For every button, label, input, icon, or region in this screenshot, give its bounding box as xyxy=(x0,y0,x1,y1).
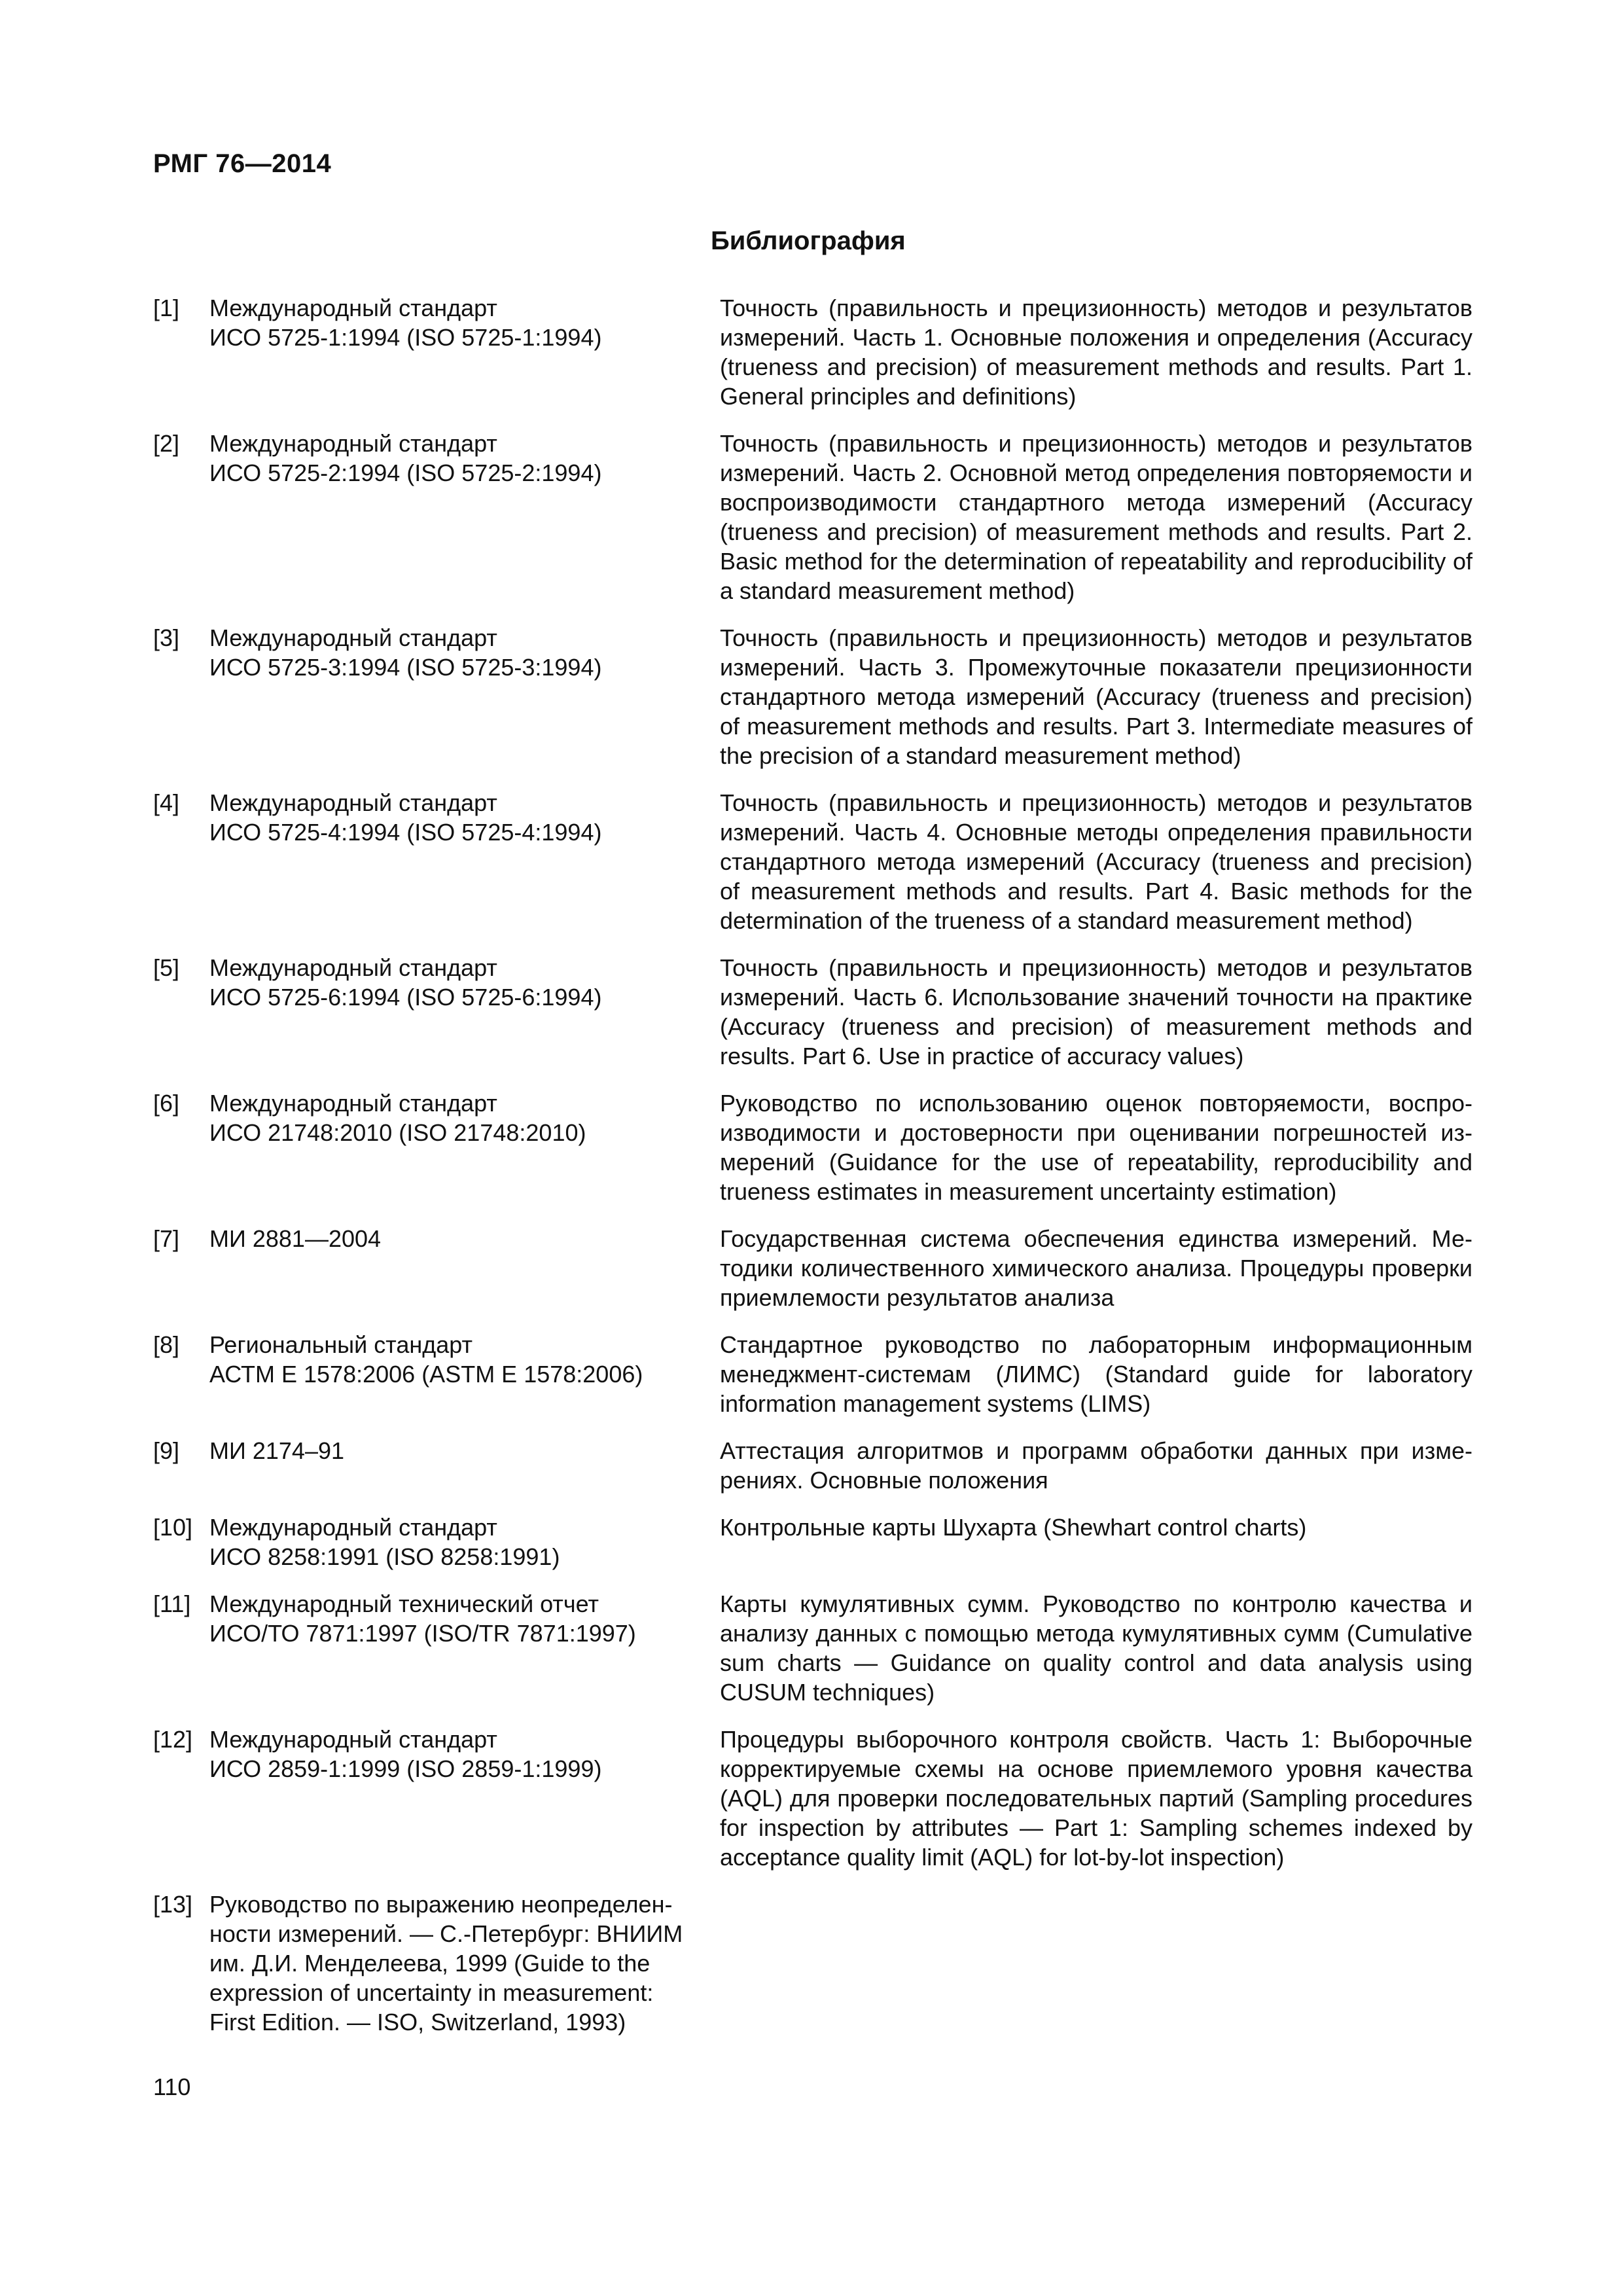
item-number: [6] xyxy=(153,1090,180,1117)
page-number: 110 xyxy=(153,2073,191,2100)
item-title: Точность (правильность и прецизионность) методов и результатов измерений. Часть 3. Промежуточные показатели прецизионности стандартного метода измерений (Accuracy (trueness and precision) of measurement methods and results. Part 3. Intermediate measures of the precision of a standard measurement method) xyxy=(720,624,1472,769)
section-title: Библиография xyxy=(711,226,906,255)
item-source: Международный стандарт ИСО 5725-3:1994 (ISO 5725-3:1994) xyxy=(209,624,602,681)
bibliography-item xyxy=(153,1330,1472,1418)
item-source: Международный стандарт ИСО 5725-4:1994 (ISO 5725-4:1994) xyxy=(209,789,602,846)
item-title: Процедуры выборочного контроля свойств. Часть 1: Выборочные корректируемые схемы на основе приемлемого уровня качества (AQL) для проверки последовательных партий (Sampling procedures for inspection by attributes — Part 1: Sampling schemes indexed by acceptance quality limit (AQL) for lot-by-lot inspection) xyxy=(720,1726,1472,1871)
item-title: Аттестация алгоритмов и программ обработки данных при измерениях. Основные положения xyxy=(720,1437,1472,1494)
bibliography-item xyxy=(153,1224,1472,1312)
item-title: Государственная система обеспечения единства измерений. Методики количественного химического анализа. Процедуры проверки приемлемости результатов анализа xyxy=(720,1225,1472,1311)
item-number: [9] xyxy=(153,1437,180,1464)
bibliography-item xyxy=(153,293,1472,411)
item-title: Контрольные карты Шухарта (Shewhart control charts) xyxy=(720,1514,1307,1541)
bibliography-list xyxy=(153,293,1472,2054)
item-number: [1] xyxy=(153,295,180,321)
item-number: [2] xyxy=(153,430,180,457)
document-code: РМГ 76—2014 xyxy=(153,149,332,178)
item-number: [13] xyxy=(153,1891,193,1918)
item-number: [4] xyxy=(153,789,180,816)
bibliography-item xyxy=(153,1589,1472,1707)
item-number: [12] xyxy=(153,1726,193,1753)
bibliography-item xyxy=(153,1436,1472,1495)
bibliography-item xyxy=(153,1725,1472,1872)
bibliography-item xyxy=(153,1890,1472,2037)
item-title: Карты кумулятивных сумм. Руководство по контролю качества и анализу данных с помощью метода кумулятивных сумм (Cumulative sum charts — Guidance on quality control and data analysis using CUSUM techniques) xyxy=(720,1590,1472,1706)
item-number: [7] xyxy=(153,1225,180,1252)
item-source: МИ 2174–91 xyxy=(209,1437,345,1464)
item-number: [3] xyxy=(153,624,180,651)
item-number: [11] xyxy=(153,1590,191,1617)
item-title: Стандартное руководство по лабораторным информационным менеджмент-системам (ЛИМС) (Standard guide for laboratory information management systems (LIMS) xyxy=(720,1331,1472,1417)
item-title: Точность (правильность и прецизионность) методов и результатов измерений. Часть 6. Использование значений точности на практике (Accuracy (trueness and precision) of measurement methods and results. Part 6. Use in practice of accuracy values) xyxy=(720,954,1472,1069)
item-title: Точность (правильность и прецизионность) методов и результатов измерений. Часть 2. Основной метод определения повторяемости и воспроизводимости стандартного метода измерений (Accuracy (trueness and precision) of measurement methods and results. Part 2. Basic method for the determination of repeatability and reproducibility of a standard measurement method) xyxy=(720,430,1472,604)
item-source: Международный стандарт ИСО 5725-6:1994 (ISO 5725-6:1994) xyxy=(209,954,602,1011)
bibliography-item xyxy=(153,429,1472,605)
item-source: МИ 2881—2004 xyxy=(209,1225,382,1252)
item-number: [5] xyxy=(153,954,180,981)
item-number: [8] xyxy=(153,1331,180,1358)
bibliography-item xyxy=(153,1088,1472,1206)
item-source: Региональный стандарт АСТМ Е 1578:2006 (ASTM E 1578:2006) xyxy=(209,1331,643,1388)
item-source: Международный технический отчет ИСО/ТО 7871:1997 (ISO/TR 7871:1997) xyxy=(209,1590,636,1647)
bibliography-item xyxy=(153,623,1472,770)
item-source: Международный стандарт ИСО 5725-2:1994 (ISO 5725-2:1994) xyxy=(209,430,602,486)
item-title: Точность (правильность и прецизионность) методов и результатов измерений. Часть 1. Основные положения и определения (Accuracy (trueness and precision) of measurement methods and results. Part 1. General principles and definitions) xyxy=(720,295,1472,410)
item-number: [10] xyxy=(153,1514,193,1541)
item-source: Международный стандарт ИСО 2859-1:1999 (ISO 2859-1:1999) xyxy=(209,1726,602,1782)
item-source: Международный стандарт ИСО 8258:1991 (ISO 8258:1991) xyxy=(209,1514,560,1570)
item-source: Международный стандарт ИСО 21748:2010 (ISO 21748:2010) xyxy=(209,1090,586,1146)
item-title: Руководство по использованию оценок повторяемости, воспроизводимости и достоверности при оценивании погрешностей измерений (Guidance for the use of repeatability, reproducibility and trueness estimates in measurement uncertainty estimation) xyxy=(720,1090,1472,1205)
bibliography-item xyxy=(153,788,1472,935)
item-source: Руководство по выражению неопределен- ности измерений. — С.-Петербург: ВНИИМ им. Д.И. Менделеева, 1999 (Guide to the expression of uncertainty in measurement: First Edition. — ISO, Switzerland, 1993) xyxy=(209,1891,683,2036)
bibliography-item xyxy=(153,1513,1472,1571)
item-source: Международный стандарт ИСО 5725-1:1994 (ISO 5725-1:1994) xyxy=(209,295,602,351)
bibliography-item xyxy=(153,953,1472,1071)
item-title: Точность (правильность и прецизионность) методов и результатов измерений. Часть 4. Основные методы определения правильности стандартного метода измерений (Accuracy (trueness and precision) of measurement methods and results. Part 4. Basic methods for the determination of the trueness of a standard measurement method) xyxy=(720,789,1472,934)
